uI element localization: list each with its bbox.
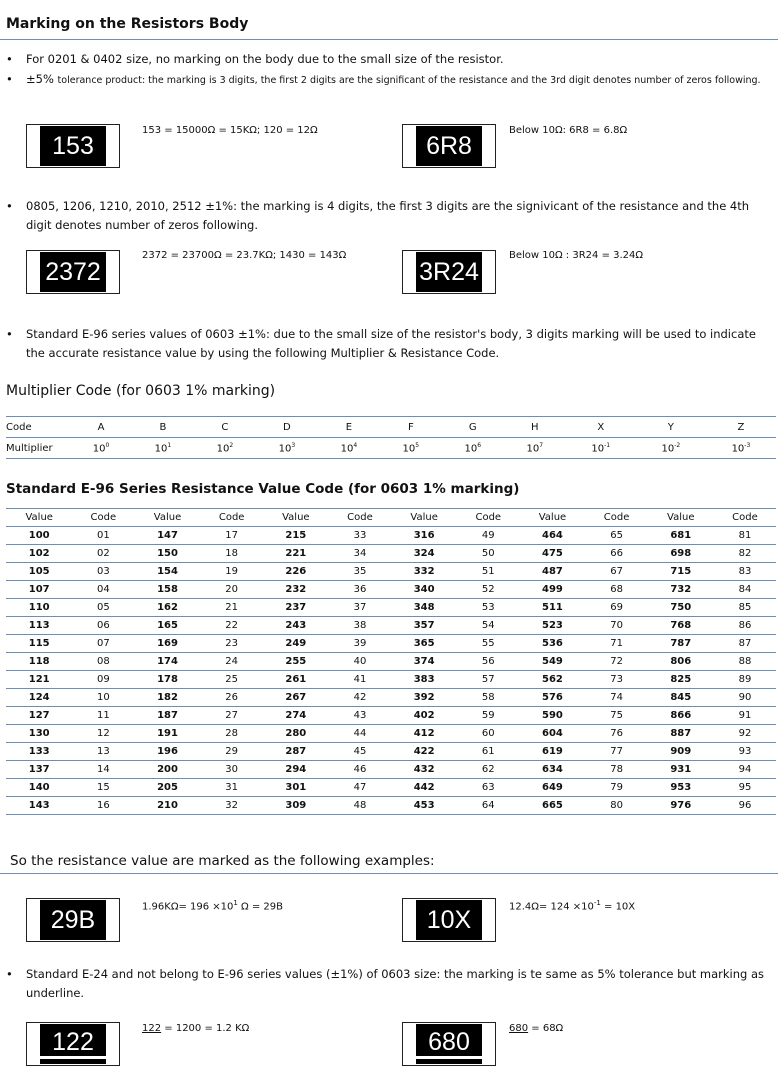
code-cell: 09 xyxy=(72,671,134,689)
value-cell: 127 xyxy=(6,707,72,725)
value-cell: 806 xyxy=(648,653,714,671)
value-cell: 365 xyxy=(391,635,457,653)
code-cell: 88 xyxy=(714,653,776,671)
value-cell: 169 xyxy=(134,635,200,653)
value-cell: 511 xyxy=(519,599,585,617)
code-label: Code xyxy=(6,417,70,438)
code-cell: 64 xyxy=(457,797,519,815)
title-divider xyxy=(0,39,778,40)
value-cell: 147 xyxy=(134,527,200,545)
value-cell: 324 xyxy=(391,545,457,563)
value-cell: 261 xyxy=(263,671,329,689)
e96-section-title: Standard E-96 Series Resistance Value Code (for 0603 1% marking) xyxy=(6,481,520,497)
value-cell: 301 xyxy=(263,779,329,797)
resistor-chip-2372: 2372 xyxy=(26,250,120,294)
value-cell: 715 xyxy=(648,563,714,581)
note-2372: 2372 = 23700Ω = 23.7KΩ; 1430 = 143Ω xyxy=(142,250,347,261)
value-cell: 191 xyxy=(134,725,200,743)
code-cell: 45 xyxy=(329,743,391,761)
code-cell: 83 xyxy=(714,563,776,581)
table-row xyxy=(6,797,776,815)
table-row xyxy=(6,527,776,545)
code-cell: 41 xyxy=(329,671,391,689)
code-cell: 32 xyxy=(201,797,263,815)
value-cell: 442 xyxy=(391,779,457,797)
code-cell: 53 xyxy=(457,599,519,617)
code-cell: 17 xyxy=(201,527,263,545)
value-cell: 215 xyxy=(263,527,329,545)
code-cell: 66 xyxy=(586,545,648,563)
code-cell: 89 xyxy=(714,671,776,689)
resistor-chip-3r24: 3R24 xyxy=(402,250,496,294)
resistor-chip-122: 122 xyxy=(26,1022,120,1066)
code-cell: 50 xyxy=(457,545,519,563)
code-cell: 60 xyxy=(457,725,519,743)
value-cell: 137 xyxy=(6,761,72,779)
value-cell: 562 xyxy=(519,671,585,689)
multiplier-cell: $10^{-1}$ xyxy=(566,438,636,459)
resistor-chip-153: 153 xyxy=(26,124,120,168)
value-cell: 576 xyxy=(519,689,585,707)
table-row xyxy=(6,725,776,743)
code-cell: 77 xyxy=(586,743,648,761)
code-cell: 92 xyxy=(714,725,776,743)
value-cell: 140 xyxy=(6,779,72,797)
code-header: Code xyxy=(201,509,263,527)
value-cell: 412 xyxy=(391,725,457,743)
code-cell: D xyxy=(256,417,318,438)
code-cell: Z xyxy=(706,417,776,438)
code-cell: 07 xyxy=(72,635,134,653)
code-cell: 34 xyxy=(329,545,391,563)
value-cell: 453 xyxy=(391,797,457,815)
code-cell: 26 xyxy=(201,689,263,707)
multiplier-cell: $10^4$ xyxy=(318,438,380,459)
note-680: 680 = 68Ω xyxy=(509,1023,564,1034)
value-cell: 150 xyxy=(134,545,200,563)
value-cell: 243 xyxy=(263,617,329,635)
code-header: Code xyxy=(714,509,776,527)
table-row xyxy=(6,599,776,617)
value-cell: 845 xyxy=(648,689,714,707)
multiplier-cell: $10^1$ xyxy=(132,438,194,459)
value-cell: 133 xyxy=(6,743,72,761)
value-cell: 976 xyxy=(648,797,714,815)
code-cell: 18 xyxy=(201,545,263,563)
table-row xyxy=(6,653,776,671)
value-cell: 487 xyxy=(519,563,585,581)
code-cell: E xyxy=(318,417,380,438)
code-cell: G xyxy=(442,417,504,438)
value-cell: 274 xyxy=(263,707,329,725)
code-cell: 95 xyxy=(714,779,776,797)
code-cell: 75 xyxy=(586,707,648,725)
value-cell: 205 xyxy=(134,779,200,797)
value-cell: 110 xyxy=(6,599,72,617)
multiplier-cell: $10^{-2}$ xyxy=(636,438,706,459)
value-cell: 768 xyxy=(648,617,714,635)
value-cell: 294 xyxy=(263,761,329,779)
code-cell: 79 xyxy=(586,779,648,797)
note-29b: $1.96K\Omega= 196 \times 10^1$ Ω = 29B xyxy=(142,899,284,913)
value-cell: 619 xyxy=(519,743,585,761)
code-cell: 72 xyxy=(586,653,648,671)
multiplier-table xyxy=(6,416,776,459)
code-cell: 47 xyxy=(329,779,391,797)
code-cell: 63 xyxy=(457,779,519,797)
code-cell: 67 xyxy=(586,563,648,581)
code-cell: B xyxy=(132,417,194,438)
value-cell: 107 xyxy=(6,581,72,599)
value-cell: 383 xyxy=(391,671,457,689)
value-cell: 357 xyxy=(391,617,457,635)
code-cell: 84 xyxy=(714,581,776,599)
value-cell: 124 xyxy=(6,689,72,707)
value-cell: 432 xyxy=(391,761,457,779)
table-row xyxy=(6,545,776,563)
value-cell: 100 xyxy=(6,527,72,545)
value-cell: 590 xyxy=(519,707,585,725)
value-cell: 549 xyxy=(519,653,585,671)
multiplier-cell: $10^6$ xyxy=(442,438,504,459)
value-cell: 732 xyxy=(648,581,714,599)
code-cell: 35 xyxy=(329,563,391,581)
value-header: Value xyxy=(391,509,457,527)
code-header: Code xyxy=(329,509,391,527)
bullet-e96-series: • Standard E-96 series values of 0603 ±1%: due to the small size of the resistor's body, 3 digits marking will be used to indicate the accurate resistance value by using the following Multiplier & Resistance Code. xyxy=(6,327,756,360)
code-cell: 65 xyxy=(586,527,648,545)
value-cell: 374 xyxy=(391,653,457,671)
code-cell: 54 xyxy=(457,617,519,635)
code-cell: 08 xyxy=(72,653,134,671)
value-cell: 237 xyxy=(263,599,329,617)
code-cell: 21 xyxy=(201,599,263,617)
code-cell: 31 xyxy=(201,779,263,797)
value-cell: 102 xyxy=(6,545,72,563)
value-cell: 348 xyxy=(391,599,457,617)
value-cell: 536 xyxy=(519,635,585,653)
value-cell: 182 xyxy=(134,689,200,707)
code-cell: 25 xyxy=(201,671,263,689)
code-cell: 55 xyxy=(457,635,519,653)
value-cell: 953 xyxy=(648,779,714,797)
multiplier-cell: $10^5$ xyxy=(380,438,442,459)
value-cell: 121 xyxy=(6,671,72,689)
code-cell: 56 xyxy=(457,653,519,671)
table-row xyxy=(6,563,776,581)
code-cell: 71 xyxy=(586,635,648,653)
value-cell: 162 xyxy=(134,599,200,617)
value-header: Value xyxy=(263,509,329,527)
code-cell: C xyxy=(194,417,256,438)
value-cell: 165 xyxy=(134,617,200,635)
value-cell: 118 xyxy=(6,653,72,671)
value-cell: 174 xyxy=(134,653,200,671)
code-cell: 93 xyxy=(714,743,776,761)
value-cell: 130 xyxy=(6,725,72,743)
value-cell: 178 xyxy=(134,671,200,689)
value-cell: 523 xyxy=(519,617,585,635)
value-cell: 887 xyxy=(648,725,714,743)
code-cell: 11 xyxy=(72,707,134,725)
examples-section-title: So the resistance value are marked as the following examples: xyxy=(10,853,435,869)
value-cell: 422 xyxy=(391,743,457,761)
value-header: Value xyxy=(519,509,585,527)
value-cell: 604 xyxy=(519,725,585,743)
code-cell: 33 xyxy=(329,527,391,545)
bullet-4-digit-marking: • 0805, 1206, 1210, 2010, 2512 ±1%: the marking is 4 digits, the first 3 digits are the signivicant of the resistance and the 4th digit denotes number of zeros following. xyxy=(6,199,750,232)
code-cell: 68 xyxy=(586,581,648,599)
code-cell: 46 xyxy=(329,761,391,779)
table-row xyxy=(6,743,776,761)
code-header: Code xyxy=(72,509,134,527)
code-cell: 19 xyxy=(201,563,263,581)
note-153: 153 = 15000Ω = 15KΩ; 120 = 12Ω xyxy=(142,125,318,136)
note-6r8: Below 10Ω: 6R8 = 6.8Ω xyxy=(509,125,628,136)
code-cell: 28 xyxy=(201,725,263,743)
code-header: Code xyxy=(586,509,648,527)
code-cell: 43 xyxy=(329,707,391,725)
code-cell: 70 xyxy=(586,617,648,635)
value-cell: 232 xyxy=(263,581,329,599)
code-cell: 61 xyxy=(457,743,519,761)
value-cell: 115 xyxy=(6,635,72,653)
code-cell: 30 xyxy=(201,761,263,779)
code-cell: 22 xyxy=(201,617,263,635)
note-10x: $12.4\Omega= 124 \times 10^{-1} = 10X$ xyxy=(509,899,636,913)
code-cell: 80 xyxy=(586,797,648,815)
value-cell: 154 xyxy=(134,563,200,581)
multiplier-section-title: Multiplier Code (for 0603 1% marking) xyxy=(6,383,276,399)
bullet-e24-underline: • Standard E-24 and not belong to E-96 series values (±1%) of 0603 size: the marking is te same as 5% tolerance but marking as underline. xyxy=(6,967,765,1000)
code-cell: 49 xyxy=(457,527,519,545)
multiplier-value-row xyxy=(6,438,776,459)
value-cell: 249 xyxy=(263,635,329,653)
value-cell: 255 xyxy=(263,653,329,671)
code-cell: H xyxy=(504,417,566,438)
code-cell: 87 xyxy=(714,635,776,653)
code-cell: 51 xyxy=(457,563,519,581)
code-cell: 37 xyxy=(329,599,391,617)
resistor-chip-10x: 10X xyxy=(402,898,496,942)
value-cell: 196 xyxy=(134,743,200,761)
table-row xyxy=(6,617,776,635)
multiplier-cell: $10^7$ xyxy=(504,438,566,459)
table-row xyxy=(6,761,776,779)
value-cell: 634 xyxy=(519,761,585,779)
value-cell: 187 xyxy=(134,707,200,725)
value-cell: 681 xyxy=(648,527,714,545)
value-cell: 316 xyxy=(391,527,457,545)
code-cell: 76 xyxy=(586,725,648,743)
code-cell: 96 xyxy=(714,797,776,815)
marking-underline xyxy=(414,1056,484,1059)
resistor-chip-29b: 29B xyxy=(26,898,120,942)
code-cell: 15 xyxy=(72,779,134,797)
code-cell: 90 xyxy=(714,689,776,707)
value-cell: 866 xyxy=(648,707,714,725)
code-cell: 44 xyxy=(329,725,391,743)
code-cell: 13 xyxy=(72,743,134,761)
value-cell: 267 xyxy=(263,689,329,707)
code-cell: 06 xyxy=(72,617,134,635)
examples-divider xyxy=(0,873,778,874)
code-cell: 03 xyxy=(72,563,134,581)
value-cell: 825 xyxy=(648,671,714,689)
code-cell: 02 xyxy=(72,545,134,563)
multiplier-label: Multiplier xyxy=(6,438,70,459)
code-cell: 86 xyxy=(714,617,776,635)
code-cell: 23 xyxy=(201,635,263,653)
value-cell: 158 xyxy=(134,581,200,599)
value-cell: 105 xyxy=(6,563,72,581)
table-row xyxy=(6,707,776,725)
code-cell: 12 xyxy=(72,725,134,743)
code-cell: 48 xyxy=(329,797,391,815)
value-cell: 698 xyxy=(648,545,714,563)
code-cell: 52 xyxy=(457,581,519,599)
resistor-chip-6r8: 6R8 xyxy=(402,124,496,168)
code-cell: 81 xyxy=(714,527,776,545)
value-cell: 309 xyxy=(263,797,329,815)
value-cell: 210 xyxy=(134,797,200,815)
value-cell: 221 xyxy=(263,545,329,563)
code-cell: 10 xyxy=(72,689,134,707)
code-cell: 62 xyxy=(457,761,519,779)
note-3r24: Below 10Ω : 3R24 = 3.24Ω xyxy=(509,250,644,261)
code-cell: 01 xyxy=(72,527,134,545)
value-cell: 750 xyxy=(648,599,714,617)
code-cell: 91 xyxy=(714,707,776,725)
code-cell: 20 xyxy=(201,581,263,599)
value-cell: 475 xyxy=(519,545,585,563)
bullet-no-marking: • For 0201 & 0402 size, no marking on the body due to the small size of the resistor. xyxy=(6,52,504,66)
code-cell: 69 xyxy=(586,599,648,617)
value-cell: 280 xyxy=(263,725,329,743)
code-cell: F xyxy=(380,417,442,438)
code-cell: 78 xyxy=(586,761,648,779)
code-cell: 04 xyxy=(72,581,134,599)
code-cell: 85 xyxy=(714,599,776,617)
value-cell: 931 xyxy=(648,761,714,779)
table-row xyxy=(6,635,776,653)
value-cell: 909 xyxy=(648,743,714,761)
code-cell: 40 xyxy=(329,653,391,671)
code-cell: 73 xyxy=(586,671,648,689)
code-cell: 16 xyxy=(72,797,134,815)
code-cell: 57 xyxy=(457,671,519,689)
value-cell: 332 xyxy=(391,563,457,581)
value-cell: 287 xyxy=(263,743,329,761)
multiplier-cell: $10^{-3}$ xyxy=(706,438,776,459)
code-cell: 27 xyxy=(201,707,263,725)
code-cell: A xyxy=(70,417,132,438)
marking-underline xyxy=(38,1056,108,1059)
code-cell: 94 xyxy=(714,761,776,779)
multiplier-cell: $10^0$ xyxy=(70,438,132,459)
code-cell: 42 xyxy=(329,689,391,707)
value-header: Value xyxy=(134,509,200,527)
code-cell: 14 xyxy=(72,761,134,779)
code-cell: X xyxy=(566,417,636,438)
value-cell: 200 xyxy=(134,761,200,779)
bullet-5pct-tolerance: • ±5% tolerance product: the marking is 3 digits, the first 2 digits are the significant of the resistance and the 3rd digit denotes number of zeros following. xyxy=(6,72,761,86)
code-cell: 29 xyxy=(201,743,263,761)
multiplier-cell: $10^3$ xyxy=(256,438,318,459)
code-cell: 24 xyxy=(201,653,263,671)
value-cell: 392 xyxy=(391,689,457,707)
value-cell: 464 xyxy=(519,527,585,545)
code-cell: 74 xyxy=(586,689,648,707)
e96-header-row xyxy=(6,509,776,527)
value-cell: 787 xyxy=(648,635,714,653)
table-row xyxy=(6,779,776,797)
value-cell: 402 xyxy=(391,707,457,725)
multiplier-code-row xyxy=(6,417,776,438)
code-cell: 05 xyxy=(72,599,134,617)
value-cell: 499 xyxy=(519,581,585,599)
value-cell: 649 xyxy=(519,779,585,797)
code-cell: 38 xyxy=(329,617,391,635)
value-cell: 665 xyxy=(519,797,585,815)
code-cell: 59 xyxy=(457,707,519,725)
value-header: Value xyxy=(6,509,72,527)
value-cell: 226 xyxy=(263,563,329,581)
multiplier-cell: $10^2$ xyxy=(194,438,256,459)
e96-table xyxy=(6,508,776,815)
value-cell: 143 xyxy=(6,797,72,815)
page-title: Marking on the Resistors Body xyxy=(6,16,249,32)
table-row xyxy=(6,689,776,707)
value-cell: 340 xyxy=(391,581,457,599)
value-cell: 113 xyxy=(6,617,72,635)
resistor-chip-680: 680 xyxy=(402,1022,496,1066)
code-cell: Y xyxy=(636,417,706,438)
note-122: 122 = 1200 = 1.2 KΩ xyxy=(142,1023,250,1034)
code-cell: 39 xyxy=(329,635,391,653)
code-cell: 58 xyxy=(457,689,519,707)
code-header: Code xyxy=(457,509,519,527)
table-row xyxy=(6,581,776,599)
table-row xyxy=(6,671,776,689)
code-cell: 36 xyxy=(329,581,391,599)
code-cell: 82 xyxy=(714,545,776,563)
value-header: Value xyxy=(648,509,714,527)
